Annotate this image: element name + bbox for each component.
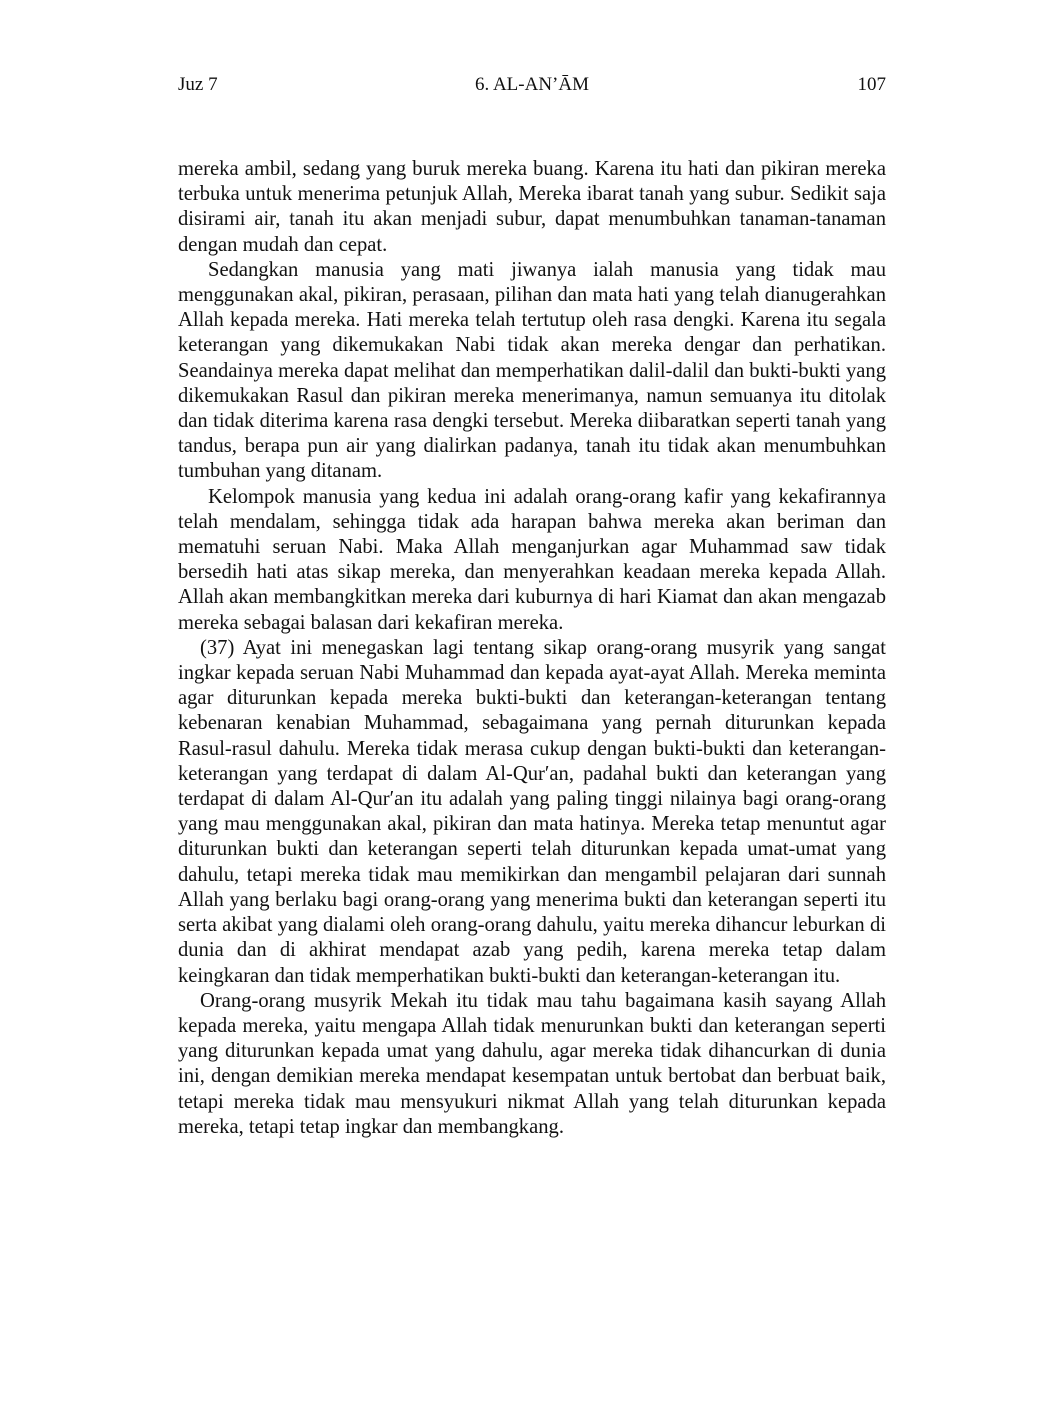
juz-label: Juz 7 [178, 74, 218, 95]
paragraph-verse-37: (37) Ayat ini menegaskan lagi tentang sikap orang-orang musyrik yang sangat ingkar kepada seruan Nabi Muhammad dan kepada ayat-ayat Allah. Mereka meminta agar diturunkan kepada mereka bukti-bukti dan keterangan-keterangan tentang kebenaran kenabian Muhammad, sebagaimana yang pernah diturunkan kepada Rasul-rasul dahulu. Mereka tidak merasa cukup dengan bukti-bukti dan keterangan-keterangan yang terdapat di dalam Al-Qur′an, padahal bukti dan keterangan yang terdapat di dalam Al-Qur′an itu adalah yang paling tinggi nilainya bagi orang-orang yang mau menggunakan akal, pikiran dan mata hatinya. Mereka tetap menuntut agar diturunkan bukti dan keterangan seperti telah diturunkan kepada umat-umat yang dahulu, tetapi mereka tidak mau memikirkan dan mengambil pelajaran dari sunnah Allah yang berlaku bagi orang-orang yang menerima bukti dan keterangan seperti itu serta akibat yang dialami oleh orang-orang dahulu, yaitu mereka dihancur leburkan di dunia dan di akhirat mendapat azab yang pedih, karena mereka tetap dalam keingkaran dan tidak memperhatikan bukti-bukti dan keterangan-keterangan itu. [178, 636, 886, 987]
surah-title: 6. AL-AN’ĀM [475, 74, 589, 95]
paragraph: Orang-orang musyrik Mekah itu tidak mau tahu bagaimana kasih sayang Allah kepada mereka, yaitu mengapa Allah tidak menurunkan bukti dan keterangan seperti yang diturunkan kepada umat yang dahulu, agar mereka tidak dihancurkan di dunia ini, dengan demikian mereka mendapat kesempatan untuk bertobat dan berbuat baik, tetapi mereka tidak mau mensyukuri nikmat Allah yang telah diturunkan kepada mereka, tetapi tetap ingkar dan membangkang. [178, 989, 886, 1138]
paragraph: Sedangkan manusia yang mati jiwanya ialah manusia yang tidak mau menggunakan akal, pikiran, perasaan, pilihan dan mata hati yang telah dianugerahkan Allah kepada mereka. Hati mereka telah tertutup oleh rasa dengki. Karena itu segala keterangan yang dikemukakan Nabi tidak akan mereka dengar dan perhatikan. Seandainya mereka dapat melihat dan memperhatikan dalil-dalil dan bukti-bukti yang dikemukakan Rasul dan pikiran mereka menerimanya, namun semuanya itu ditolak dan tidak diterima karena rasa dengki tersebut. Mereka diibaratkan seperti tanah yang tandus, berapa pun air yang dialirkan padanya, tanah itu tidak akan menumbuhkan tumbuhan yang ditanam. [178, 258, 886, 483]
page-body [178, 157, 886, 1140]
page-number: 107 [857, 74, 886, 95]
page-header [178, 74, 886, 104]
paragraph: Kelompok manusia yang kedua ini adalah orang-orang kafir yang kekafirannya telah mendalam, sehingga tidak ada harapan bahwa mereka akan beriman dan mematuhi seruan Nabi. Maka Allah menganjurkan agar Muhammad saw tidak bersedih hati atas sikap mereka, dan menyerahkan keadaan mereka kepada Allah. Allah akan membangkitkan mereka dari kuburnya di hari Kiamat dan akan mengazab mereka sebagai balasan dari kekafiran mereka. [178, 485, 886, 634]
paragraph-continuation: mereka ambil, sedang yang buruk mereka buang. Karena itu hati dan pikiran mereka terbuka untuk menerima petunjuk Allah, Mereka ibarat tanah yang subur. Sedikit saja disirami air, tanah itu akan menjadi subur, dapat menumbuhkan tanaman-tanaman dengan mudah dan cepat. [178, 158, 886, 256]
